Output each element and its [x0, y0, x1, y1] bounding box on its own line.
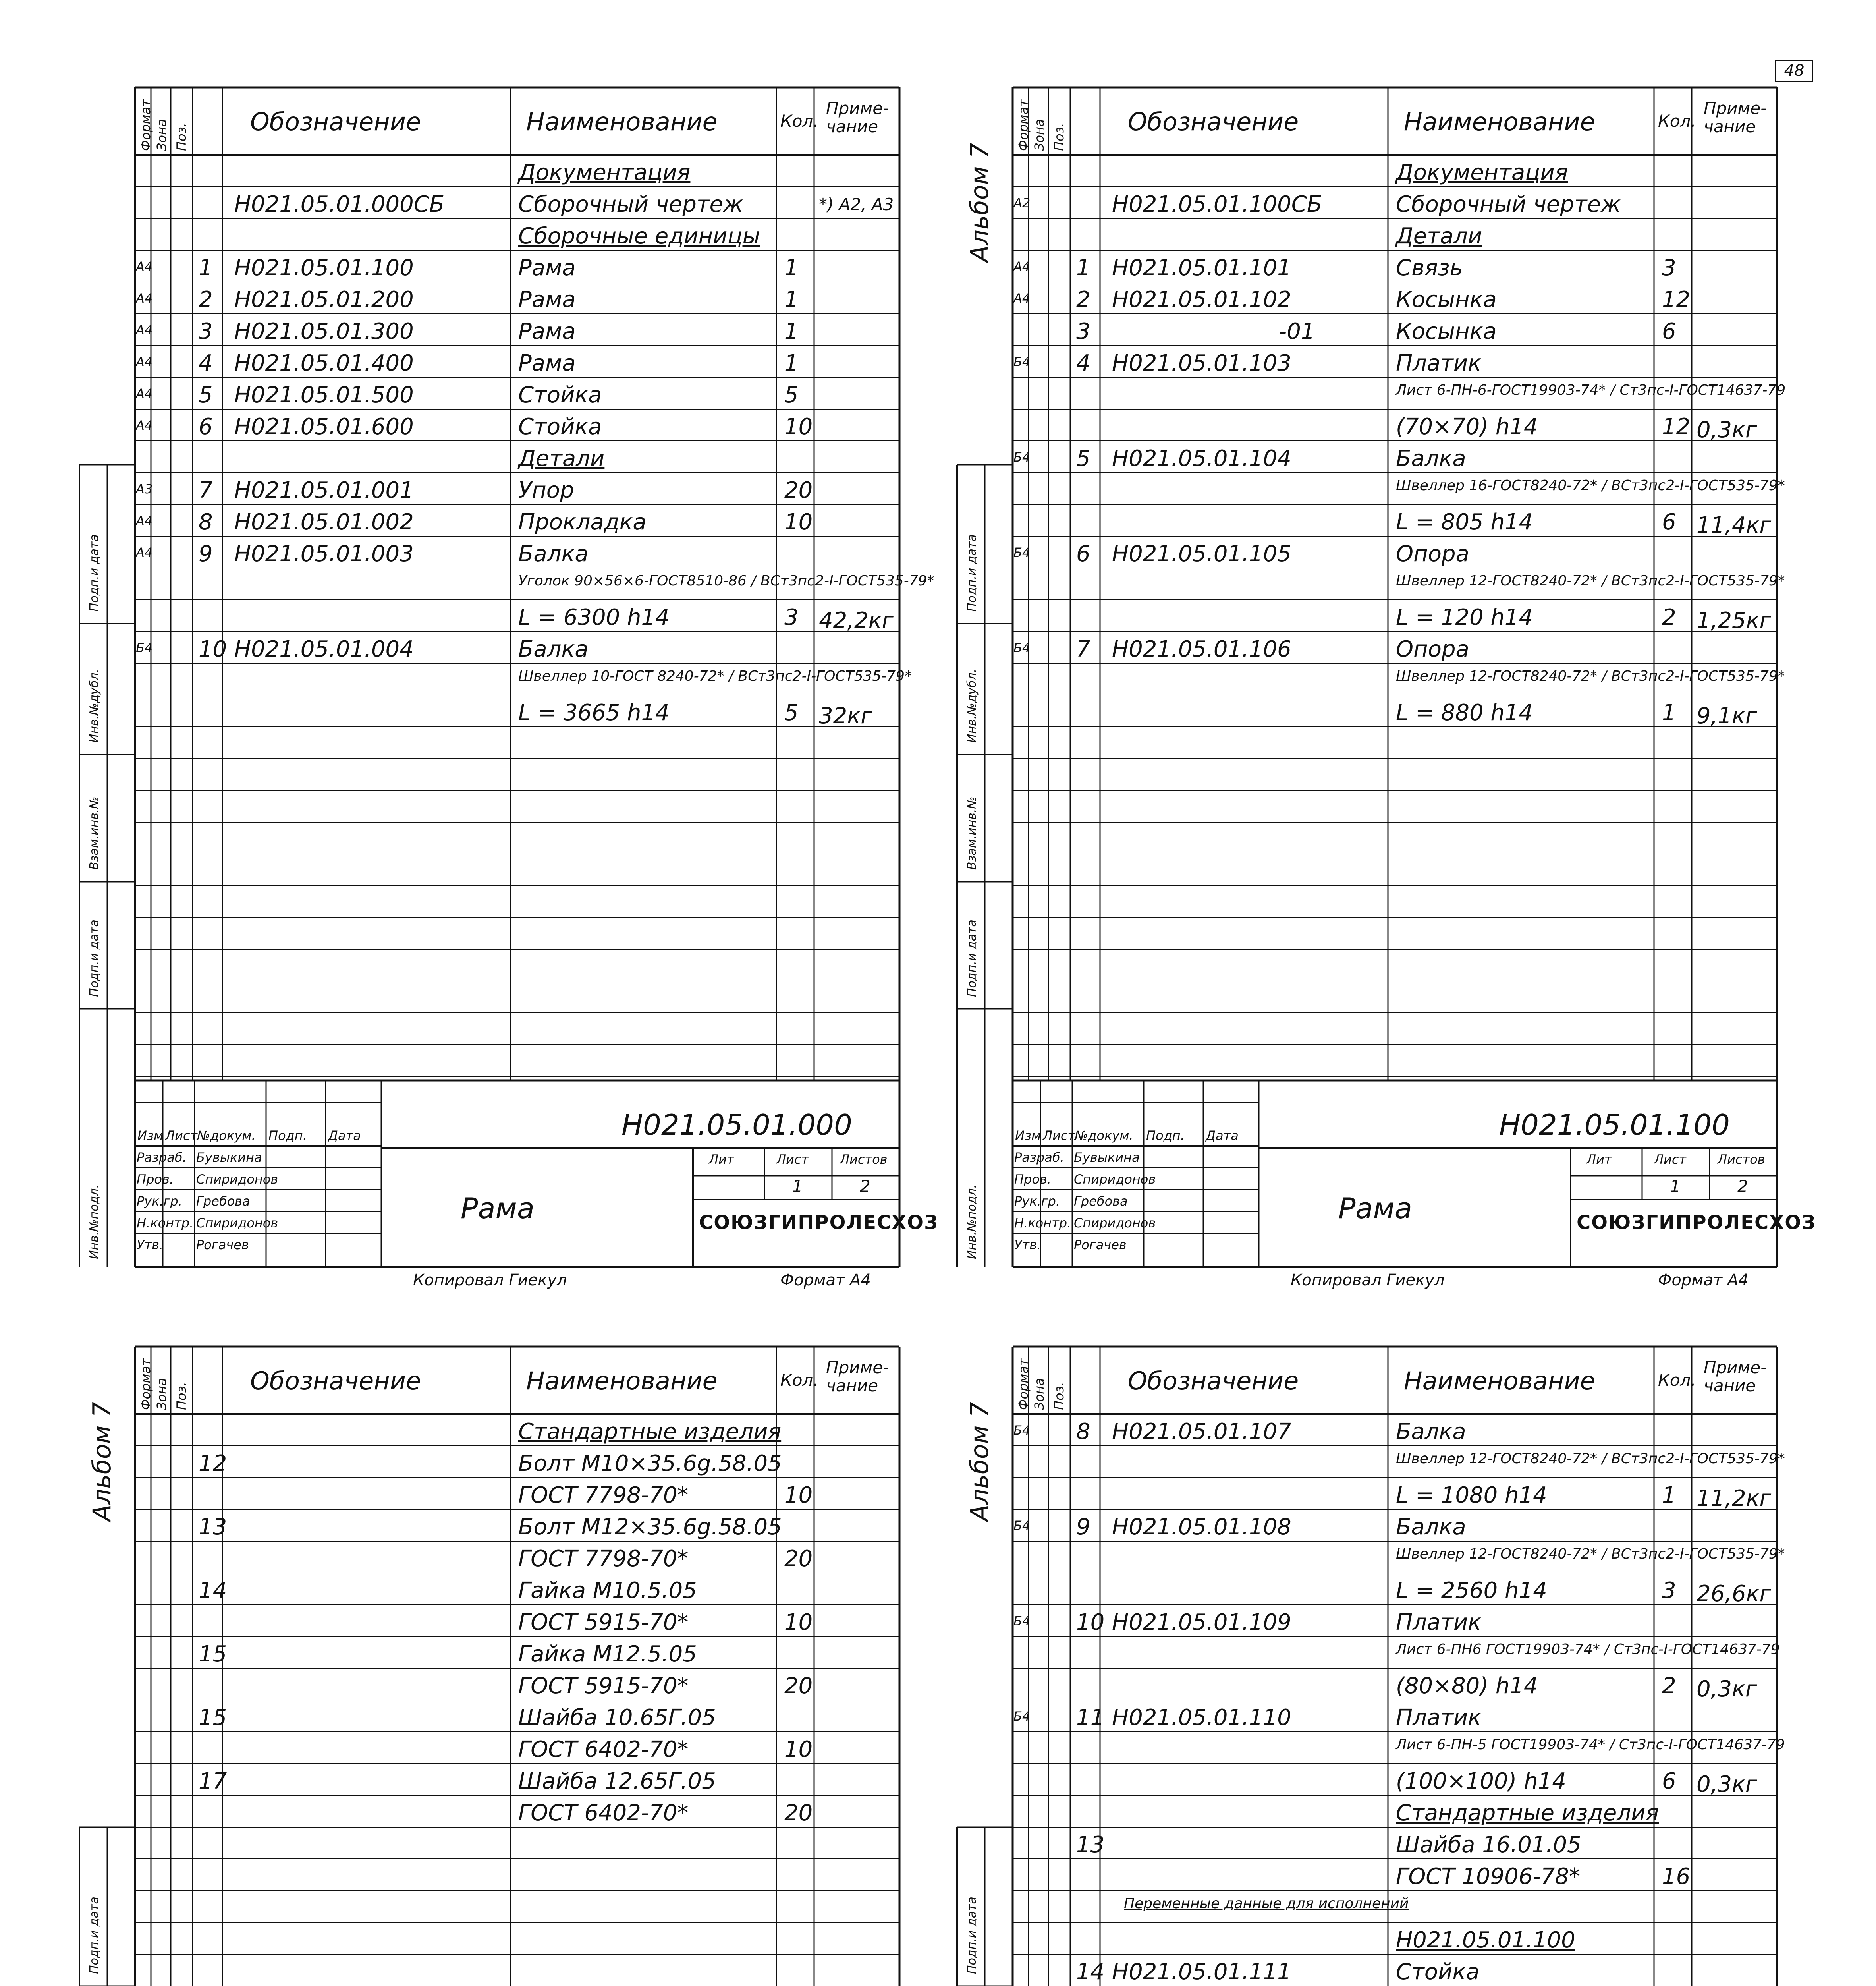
row-name: Лист 6-ПН6 ГОСТ19903-74* / Ст3пс-I-ГОСТ14637-79 — [1396, 1641, 1780, 1658]
side-label-1: Подп.и дата — [965, 920, 979, 997]
stamp-role: Разраб. — [137, 1150, 187, 1165]
row-format: Б4 — [1013, 1709, 1031, 1724]
row-name: Болт М10×35.6g.58.05 — [518, 1451, 782, 1476]
row-designation: Н021.05.01.200 — [234, 287, 414, 313]
side-label-0: Инв.№подл. — [87, 1184, 101, 1259]
row-format: А4 — [1013, 259, 1031, 274]
row-format: А3 — [136, 481, 153, 496]
stamp-org: СОЮЗГИПРОЛЕСХОЗ — [699, 1211, 939, 1234]
stamp-role: Пров. — [137, 1172, 174, 1187]
row-name: Связь — [1396, 255, 1463, 281]
row-name: ГОСТ 6402-70* — [518, 1737, 689, 1762]
stamp-person: Спиридонов — [1074, 1172, 1156, 1187]
row-note: 11,4кг — [1697, 512, 1771, 538]
side-label-3: Инв.№дубл. — [87, 668, 101, 743]
row-qty: 3 — [1662, 1578, 1676, 1603]
row-name: Стандартные изделия — [518, 1419, 782, 1445]
row-designation: Н021.05.01.000СБ — [234, 191, 445, 217]
row-note: 1,25кг — [1697, 608, 1771, 634]
row-position: 6 — [1076, 541, 1090, 567]
row-qty: 12 — [1662, 287, 1691, 313]
row-position: 9 — [199, 541, 213, 567]
row-name: Стойка — [518, 414, 602, 440]
row-note: 9,1кг — [1697, 703, 1757, 729]
row-name: Платик — [1396, 1609, 1482, 1635]
row-qty: 3 — [1662, 255, 1676, 281]
row-position: 14 — [199, 1578, 227, 1603]
row-designation: Н021.05.01.100СБ — [1112, 191, 1322, 217]
row-qty: 10 — [784, 1482, 813, 1508]
album-label: Альбом 7 — [965, 1402, 994, 1521]
stamp-list-value: 1 — [1670, 1177, 1681, 1196]
row-name: Шайба 16.01.05 — [1396, 1832, 1581, 1858]
row-name: (100×100) h14 — [1396, 1768, 1566, 1794]
header-name: Наименование — [526, 107, 718, 136]
row-qty: 1 — [784, 287, 799, 313]
row-name: Документация — [1396, 160, 1568, 185]
stamp-col-4: Дата — [1206, 1128, 1239, 1143]
stamp-col-3: Подп. — [1146, 1128, 1185, 1143]
row-name: Рама — [518, 350, 576, 376]
row-designation: Н021.05.01.104 — [1112, 446, 1291, 471]
row-designation: Н021.05.01.500 — [234, 382, 414, 408]
stamp-col-4: Дата — [328, 1128, 361, 1143]
row-note: 0,3кг — [1697, 1676, 1757, 1702]
header-note: Приме- чание — [1704, 99, 1767, 136]
side-label-4: Подп.и дата — [87, 1897, 101, 1974]
row-name: Гайка М10.5.05 — [518, 1578, 697, 1603]
side-label-1: Подп.и дата — [87, 920, 101, 997]
stamp-list-value: 1 — [792, 1177, 803, 1196]
side-label-4: Подп.и дата — [87, 534, 101, 612]
row-format: А4 — [136, 386, 153, 401]
stamp-col-0: Изм — [137, 1128, 164, 1143]
row-position: 2 — [1076, 287, 1090, 313]
row-name: Косынка — [1396, 287, 1497, 313]
row-name: L = 120 h14 — [1396, 605, 1533, 630]
stamp-person: Гребова — [196, 1194, 250, 1209]
row-qty: 20 — [784, 1673, 813, 1699]
stamp-lit-label: Лит — [1586, 1152, 1612, 1167]
stamp-list-label: Лист — [1654, 1152, 1687, 1167]
stamp-role: Рук.гр. — [137, 1194, 183, 1209]
row-name: Стойка — [1396, 1959, 1480, 1985]
row-qty: 5 — [784, 700, 799, 726]
stamp-col-0: Изм — [1015, 1128, 1041, 1143]
row-designation: Н021.05.01.400 — [234, 350, 414, 376]
row-qty: 1 — [784, 319, 799, 344]
row-designation: Н021.05.01.100 — [234, 255, 414, 281]
row-format: А4 — [136, 513, 153, 528]
stamp-col-1: Лист — [165, 1128, 198, 1143]
row-position: 7 — [199, 477, 213, 503]
header-pos: Поз. — [1052, 1382, 1067, 1410]
row-name: Балка — [518, 541, 589, 567]
row-designation: -01 — [1279, 319, 1315, 344]
header-pos: Поз. — [174, 1382, 189, 1410]
header-zone: Зона — [154, 119, 169, 151]
row-qty: 1 — [784, 350, 799, 376]
stamp-person: Гребова — [1074, 1194, 1128, 1209]
row-format: А4 — [1013, 291, 1031, 306]
header-fmt: Формат — [1016, 99, 1031, 151]
row-format: А4 — [136, 323, 153, 338]
spec-sheet-3 — [56, 1327, 965, 1986]
row-name: Рама — [518, 287, 576, 313]
stamp-person: Рогачев — [196, 1237, 249, 1252]
row-position: 10 — [199, 636, 227, 662]
row-name: Упор — [518, 477, 574, 503]
row-name: L = 6300 h14 — [518, 605, 670, 630]
row-name: Уголок 90×56×6-ГОСТ8510-86 / ВСт3пс2-I-ГОСТ535-79* — [518, 573, 934, 589]
stamp-role: Утв. — [1014, 1237, 1041, 1252]
row-note: 0,3кг — [1697, 1772, 1757, 1797]
row-position: 15 — [199, 1641, 227, 1667]
row-name: Документация — [518, 160, 691, 185]
row-position: 13 — [199, 1514, 227, 1540]
row-name: Стандартные изделия — [1396, 1800, 1659, 1826]
stamp-listov-label: Листов — [840, 1152, 888, 1167]
row-name: Детали — [1396, 223, 1482, 249]
row-designation: Н021.05.01.004 — [234, 636, 414, 662]
row-position: 9 — [1076, 1514, 1090, 1540]
row-name: Швеллер 12-ГОСТ8240-72* / ВСт3пс2-I-ГОСТ535-79* — [1396, 668, 1785, 684]
row-position: 11 — [1076, 1705, 1105, 1731]
stamp-listov-value: 2 — [860, 1177, 870, 1196]
stamp-listov-label: Листов — [1718, 1152, 1765, 1167]
stamp-title: Рама — [461, 1192, 535, 1225]
row-name: Сборочный чертеж — [518, 191, 743, 217]
row-name: Швеллер 12-ГОСТ8240-72* / ВСт3пс2-I-ГОСТ535-79* — [1396, 573, 1785, 589]
row-qty: 6 — [1662, 509, 1676, 535]
row-name: Стойка — [518, 382, 602, 408]
row-name: Балка — [1396, 1419, 1466, 1445]
row-designation: Н021.05.01.101 — [1112, 255, 1291, 281]
album-label: Альбом 7 — [965, 143, 994, 262]
row-qty: 1 — [1662, 1482, 1676, 1508]
header-fmt: Формат — [138, 99, 153, 151]
header-pos: Поз. — [174, 123, 189, 151]
side-label-4: Подп.и дата — [965, 1897, 979, 1974]
row-name: Детали — [518, 446, 605, 471]
row-format: Б4 — [136, 640, 153, 655]
row-format: Б4 — [1013, 640, 1031, 655]
row-name: Н021.05.01.100 — [1396, 1927, 1575, 1953]
row-name: (70×70) h14 — [1396, 414, 1538, 440]
row-position: 5 — [199, 382, 213, 408]
stamp-role: Разраб. — [1014, 1150, 1064, 1165]
row-name: ГОСТ 7798-70* — [518, 1482, 689, 1508]
row-designation: Н021.05.01.600 — [234, 414, 414, 440]
row-name: Платик — [1396, 350, 1482, 376]
row-qty: 10 — [784, 414, 813, 440]
row-qty: 10 — [784, 1609, 813, 1635]
stamp-code: Н021.05.01.000 — [621, 1108, 852, 1142]
row-format: А2 — [1013, 195, 1031, 211]
row-note: 26,6кг — [1697, 1581, 1771, 1607]
row-position: 8 — [199, 509, 213, 535]
row-qty: 6 — [1662, 319, 1676, 344]
row-position: 1 — [199, 255, 213, 281]
stamp-org: СОЮЗГИПРОЛЕСХОЗ — [1577, 1211, 1816, 1234]
stamp-person: Бувыкина — [1074, 1150, 1140, 1165]
copy-label: Копировал Гиекул — [413, 1271, 567, 1289]
row-note: 11,2кг — [1697, 1486, 1771, 1511]
row-position: 4 — [1076, 350, 1090, 376]
row-qty: 12 — [1662, 414, 1691, 440]
stamp-role: Н.контр. — [1014, 1215, 1071, 1231]
row-name: Болт М12×35.6g.58.05 — [518, 1514, 782, 1540]
side-label-3: Инв.№дубл. — [965, 668, 979, 743]
header-name: Наименование — [1404, 107, 1595, 136]
stamp-code: Н021.05.01.100 — [1499, 1108, 1730, 1142]
row-qty: 20 — [784, 1546, 813, 1572]
row-designation: Н021.05.01.003 — [234, 541, 414, 567]
row-format: Б4 — [1013, 1423, 1031, 1438]
row-name: Швеллер 10-ГОСТ 8240-72* / ВСт3пс2-I-ГОСТ535-79* — [518, 668, 912, 684]
format-label: Формат А4 — [1658, 1271, 1749, 1289]
row-qty: 5 — [784, 382, 799, 408]
row-name: L = 3665 h14 — [518, 700, 670, 726]
row-designation: Н021.05.01.109 — [1112, 1609, 1291, 1635]
row-format: Б4 — [1013, 354, 1031, 369]
row-name: ГОСТ 5915-70* — [518, 1609, 689, 1635]
stamp-lit-label: Лит — [709, 1152, 734, 1167]
spec-sheet-2 — [933, 68, 1843, 1303]
row-format: А4 — [136, 418, 153, 433]
row-position: 13 — [1076, 1832, 1105, 1858]
row-designation: Н021.05.01.300 — [234, 319, 414, 344]
row-designation: Н021.05.01.105 — [1112, 541, 1291, 567]
row-designation: Н021.05.01.102 — [1112, 287, 1291, 313]
row-name: L = 805 h14 — [1396, 509, 1533, 535]
row-position: 3 — [1076, 319, 1090, 344]
row-position: 2 — [199, 287, 213, 313]
row-note: 0,3кг — [1697, 417, 1757, 443]
stamp-person: Спиридонов — [1074, 1215, 1156, 1231]
row-qty: 1 — [784, 255, 799, 281]
spec-sheet-4 — [933, 1327, 1843, 1986]
row-designation: Н021.05.01.002 — [234, 509, 414, 535]
stamp-listov-value: 2 — [1737, 1177, 1748, 1196]
copy-label: Копировал Гиекул — [1291, 1271, 1445, 1289]
row-format: А4 — [136, 545, 153, 560]
row-qty: 10 — [784, 509, 813, 535]
row-format: А4 — [136, 354, 153, 369]
header-note: Приме- чание — [1704, 1358, 1767, 1395]
row-name: ГОСТ 6402-70* — [518, 1800, 689, 1826]
row-name: Швеллер 12-ГОСТ8240-72* / ВСт3пс2-I-ГОСТ535-79* — [1396, 1546, 1785, 1562]
row-note: 32кг — [819, 703, 872, 729]
row-format: А4 — [136, 259, 153, 274]
row-name: Балка — [518, 636, 589, 662]
row-name: Шайба 10.65Г.05 — [518, 1705, 716, 1731]
side-label-4: Подп.и дата — [965, 534, 979, 612]
row-name: Шайба 12.65Г.05 — [518, 1768, 716, 1794]
row-name: Косынка — [1396, 319, 1497, 344]
row-position: 8 — [1076, 1419, 1090, 1445]
row-name: (80×80) h14 — [1396, 1673, 1538, 1699]
row-name: Опора — [1396, 541, 1469, 567]
header-zone: Зона — [154, 1378, 169, 1410]
row-name: ГОСТ 10906-78* — [1396, 1864, 1580, 1889]
header-pos: Поз. — [1052, 123, 1067, 151]
row-name: Платик — [1396, 1705, 1482, 1731]
row-note: 42,2кг — [819, 608, 894, 634]
format-label: Формат А4 — [780, 1271, 871, 1289]
row-name: Рама — [518, 319, 576, 344]
row-qty: 20 — [784, 1800, 813, 1826]
row-name: Переменные данные для исполнений — [1124, 1895, 1409, 1912]
row-qty: 6 — [1662, 1768, 1676, 1794]
row-designation: Н021.05.01.110 — [1112, 1705, 1291, 1731]
stamp-role: Н.контр. — [137, 1215, 194, 1231]
row-designation: Н021.05.01.106 — [1112, 636, 1291, 662]
header-note: Приме- чание — [826, 1358, 889, 1395]
row-name: ГОСТ 7798-70* — [518, 1546, 689, 1572]
stamp-role: Рук.гр. — [1014, 1194, 1060, 1209]
header-designation: Обозначение — [250, 107, 421, 136]
stamp-person: Рогачев — [1074, 1237, 1127, 1252]
row-position: 12 — [199, 1451, 227, 1476]
row-name: Сборочные единицы — [518, 223, 760, 249]
row-designation: Н021.05.01.108 — [1112, 1514, 1291, 1540]
stamp-person: Спиридонов — [196, 1172, 278, 1187]
header-designation: Обозначение — [1128, 107, 1299, 136]
row-name: Прокладка — [518, 509, 647, 535]
row-qty: 2 — [1662, 605, 1676, 630]
row-position: 5 — [1076, 446, 1090, 471]
row-qty: 10 — [784, 1737, 813, 1762]
row-position: 3 — [199, 319, 213, 344]
side-label-2: Взам.инв.№ — [87, 796, 101, 870]
header-zone: Зона — [1032, 1378, 1047, 1410]
row-designation: Н021.05.01.111 — [1112, 1959, 1291, 1985]
stamp-list-label: Лист — [776, 1152, 809, 1167]
row-qty: 3 — [784, 605, 799, 630]
row-format: Б4 — [1013, 450, 1031, 465]
stamp-col-2: №докум. — [1075, 1128, 1133, 1143]
header-name: Наименование — [526, 1366, 718, 1395]
stamp-role: Пров. — [1014, 1172, 1051, 1187]
header-qty: Кол. — [780, 111, 818, 131]
stamp-col-2: №докум. — [197, 1128, 256, 1143]
header-designation: Обозначение — [250, 1366, 421, 1395]
row-position: 15 — [199, 1705, 227, 1731]
header-note: Приме- чание — [826, 99, 889, 136]
row-name: L = 880 h14 — [1396, 700, 1533, 726]
row-designation: Н021.05.01.001 — [234, 477, 414, 503]
row-position: 1 — [1076, 255, 1090, 281]
header-zone: Зона — [1032, 119, 1047, 151]
sheet-grid-lines — [56, 1327, 965, 1986]
row-name: Швеллер 16-ГОСТ8240-72* / ВСт3пс2-I-ГОСТ535-79* — [1396, 477, 1785, 494]
row-qty: 16 — [1662, 1864, 1691, 1889]
row-qty: 20 — [784, 477, 813, 503]
header-designation: Обозначение — [1128, 1366, 1299, 1395]
row-name: Рама — [518, 255, 576, 281]
row-format: Б4 — [1013, 1613, 1031, 1629]
row-name: Сборочный чертеж — [1396, 191, 1621, 217]
header-qty: Кол. — [1658, 1370, 1696, 1390]
header-name: Наименование — [1404, 1366, 1595, 1395]
header-fmt: Формат — [138, 1358, 153, 1410]
header-fmt: Формат — [1016, 1358, 1031, 1410]
row-qty: 2 — [1662, 1673, 1676, 1699]
side-label-0: Инв.№подл. — [965, 1184, 979, 1259]
row-position: 7 — [1076, 636, 1090, 662]
row-name: Балка — [1396, 1514, 1466, 1540]
page-number: 48 — [1775, 60, 1813, 82]
row-format: Б4 — [1013, 1518, 1031, 1533]
row-name: Гайка М12.5.05 — [518, 1641, 697, 1667]
row-format: А4 — [136, 291, 153, 306]
header-qty: Кол. — [1658, 111, 1696, 131]
row-position: 4 — [199, 350, 213, 376]
header-qty: Кол. — [780, 1370, 818, 1390]
row-name: Опора — [1396, 636, 1469, 662]
row-name: ГОСТ 5915-70* — [518, 1673, 689, 1699]
row-note: *) А2, А3 — [819, 195, 894, 214]
row-name: L = 2560 h14 — [1396, 1578, 1547, 1603]
stamp-person: Спиридонов — [196, 1215, 278, 1231]
side-label-2: Взам.инв.№ — [965, 796, 979, 870]
stamp-title: Рама — [1338, 1192, 1412, 1225]
row-position: 14 — [1076, 1959, 1105, 1985]
row-designation: Н021.05.01.107 — [1112, 1419, 1291, 1445]
row-position: 6 — [199, 414, 213, 440]
stamp-col-3: Подп. — [268, 1128, 307, 1143]
row-name: Швеллер 12-ГОСТ8240-72* / ВСт3пс2-I-ГОСТ535-79* — [1396, 1451, 1785, 1467]
album-label: Альбом 7 — [87, 1402, 116, 1521]
row-qty: 1 — [1662, 700, 1676, 726]
row-name: Лист 6-ПН-5 ГОСТ19903-74* / Ст3пс-I-ГОСТ14637-79 — [1396, 1737, 1785, 1753]
spec-sheet-1 — [56, 68, 965, 1303]
row-name: L = 1080 h14 — [1396, 1482, 1547, 1508]
stamp-role: Утв. — [137, 1237, 164, 1252]
stamp-col-1: Лист — [1043, 1128, 1075, 1143]
row-format: Б4 — [1013, 545, 1031, 560]
row-designation: Н021.05.01.103 — [1112, 350, 1291, 376]
row-position: 10 — [1076, 1609, 1105, 1635]
row-name: Балка — [1396, 446, 1466, 471]
row-position: 17 — [199, 1768, 227, 1794]
row-name: Лист 6-ПН-6-ГОСТ19903-74* / Ст3пс-I-ГОСТ14637-79 — [1396, 382, 1786, 398]
stamp-person: Бувыкина — [196, 1150, 262, 1165]
